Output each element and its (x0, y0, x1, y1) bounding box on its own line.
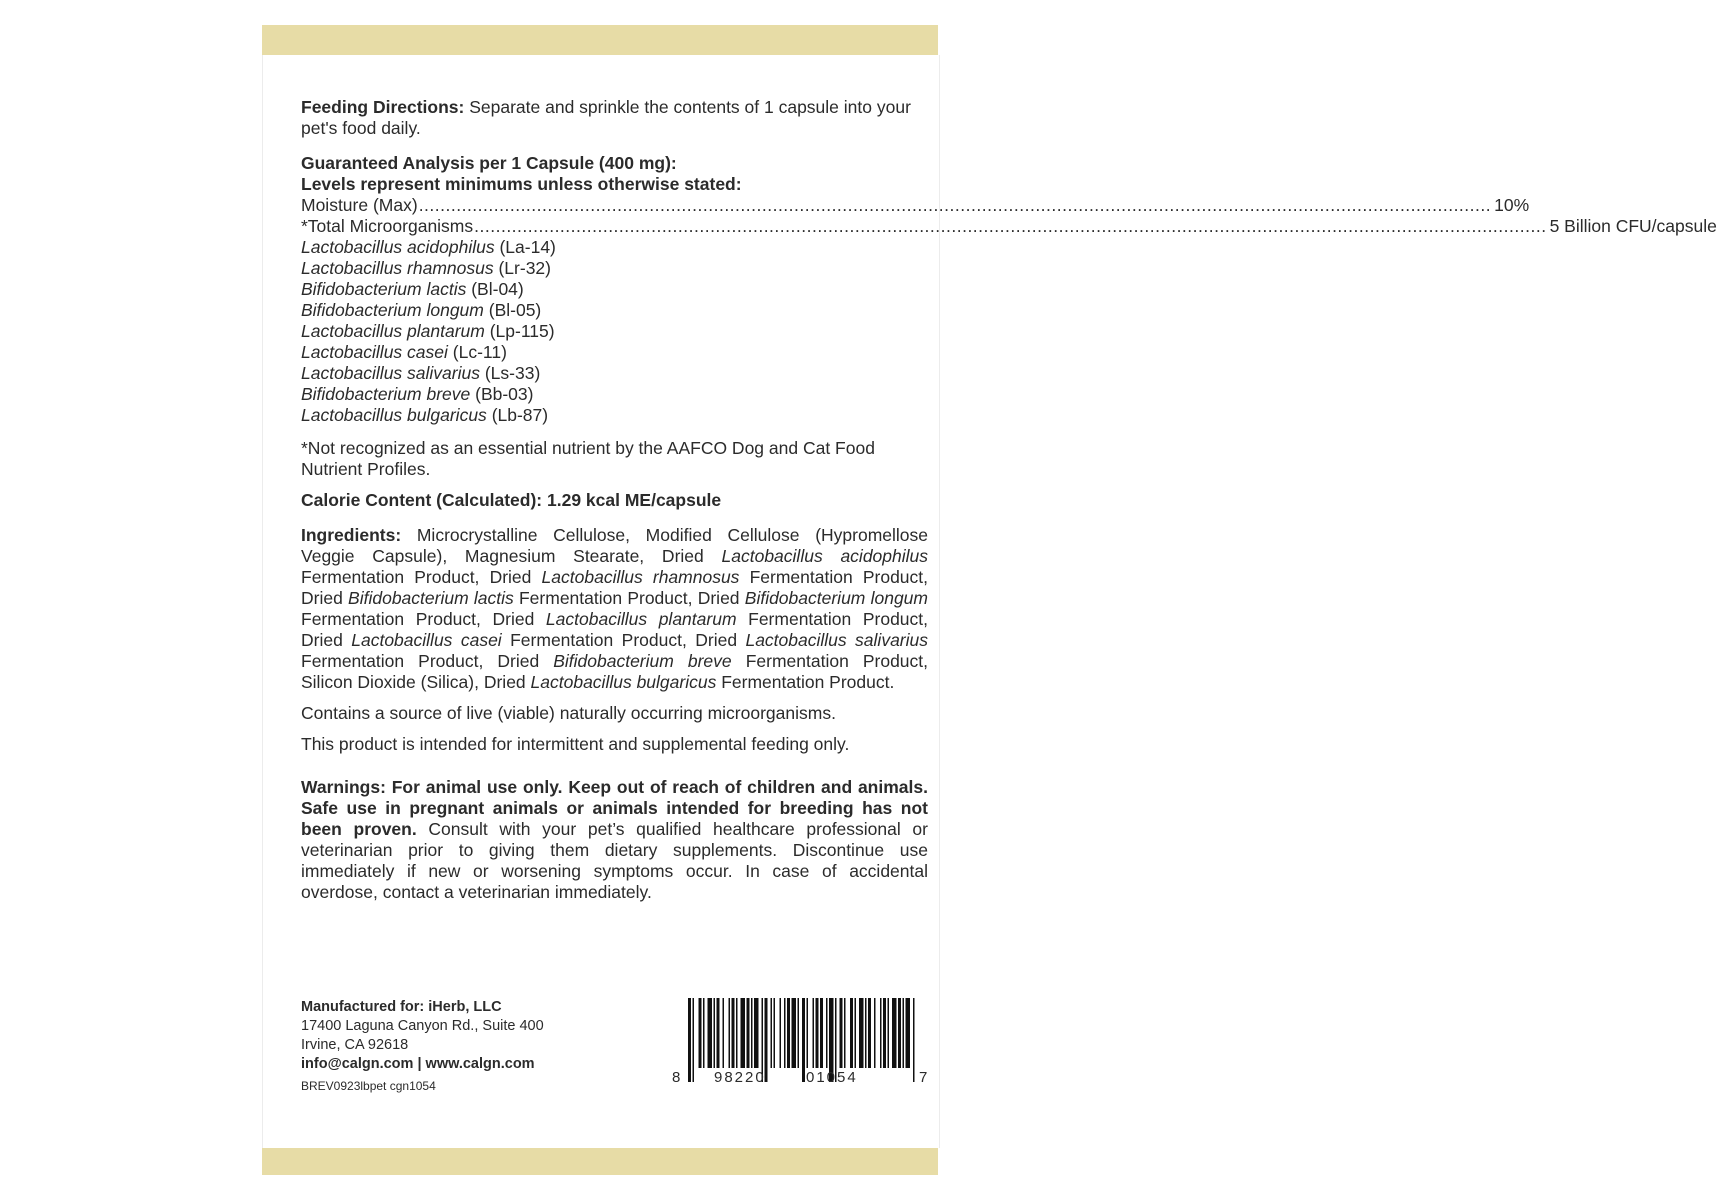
barcode-bar (703, 998, 705, 1068)
analysis-heading: Guaranteed Analysis per 1 Capsule (400 mg): (301, 153, 677, 173)
manufacturer-contact: info@calgn.com | www.calgn.com (301, 1056, 535, 1072)
barcode-bar (732, 998, 735, 1068)
barcode-bar (802, 998, 805, 1082)
strain-name: Lactobacillus acidophilus (301, 237, 495, 257)
barcode-bar (883, 998, 886, 1068)
analysis-row (301, 216, 1717, 237)
upc-barcode (672, 998, 930, 1092)
barcode-group-right: 01054 (806, 1069, 858, 1086)
barcode-bar (717, 998, 720, 1068)
supplemental-feeding-note: This product is intended for intermittent and supplemental feeding only. (301, 734, 850, 754)
barcode-bar (723, 998, 725, 1068)
strain-list (301, 237, 928, 426)
barcode-bar (840, 998, 843, 1068)
analysis-row-value: 10% (1494, 195, 1530, 215)
barcode-bar (892, 998, 897, 1068)
barcode-bar (792, 998, 797, 1068)
analysis-row-label: *Total Microorganisms (301, 216, 474, 236)
strain-name: Lactobacillus salivarius (301, 363, 480, 383)
barcode-bar (736, 998, 738, 1068)
barcode-bar (741, 998, 746, 1068)
barcode-bar (859, 998, 864, 1068)
strain-name: Bifidobacterium breve (301, 384, 471, 404)
strain-code: (Bb-03) (475, 384, 534, 404)
strain-item (301, 405, 928, 426)
barcode-bar (906, 998, 911, 1068)
barcode-bar (913, 998, 915, 1082)
bottom-color-band (262, 1148, 938, 1175)
barcode-bar (903, 998, 905, 1068)
barcode-bar (787, 998, 790, 1068)
strain-code: (Ls-33) (484, 363, 541, 383)
strain-item (301, 384, 928, 405)
warnings-bold: Warnings: For animal use only. Keep out of reach of children and animals. Safe use in pregnant animals or animals intended for breeding has not been proven. (301, 777, 928, 839)
barcode-bar (708, 998, 713, 1068)
strain-code: (Bl-05) (488, 300, 542, 320)
live-organisms-note: Contains a source of live (viable) naturally occurring microorganisms. (301, 703, 836, 723)
analysis-row-value: 5 Billion CFU/capsule (1549, 216, 1717, 236)
strain-code: (Lb-87) (491, 405, 549, 425)
barcode-bar (688, 998, 691, 1082)
barcode-bars (672, 998, 930, 1092)
barcode-bar (693, 998, 695, 1082)
barcode-bar (751, 998, 753, 1068)
strain-code: (Lp-115) (489, 321, 555, 341)
barcode-digit-last: 7 (919, 1069, 930, 1086)
barcode-bar (784, 998, 786, 1068)
manufacturer-address-1: 17400 Laguna Canyon Rd., Suite 400 (301, 1018, 544, 1034)
warnings (301, 777, 928, 903)
top-color-band (262, 25, 938, 55)
barcode-group-left: 98220 (714, 1069, 766, 1086)
strain-item (301, 321, 928, 342)
barcode-bar (880, 998, 882, 1068)
feeding-heading: Feeding Directions: (301, 97, 465, 117)
barcode-bar (865, 998, 867, 1068)
warnings-text: Consult with your pet’s qualified healthcare professional or veterinarian prior to giving them dietary supplements. Discontinue use immediately if new or worsening symptoms occur. In case of accidental overdose, contact a veterinarian immediately. (301, 819, 928, 902)
analysis-row-label: Moisture (Max) (301, 195, 418, 215)
strain-item (301, 279, 928, 300)
manufacturer-address-2: Irvine, CA 92618 (301, 1037, 409, 1053)
barcode-bar (747, 998, 750, 1068)
barcode-bar (754, 998, 759, 1068)
barcode-bar (888, 998, 890, 1068)
strain-code: (La-14) (499, 237, 556, 257)
barcode-bar (807, 998, 809, 1068)
manufacturer-label: Manufactured for: iHerb, LLC (301, 999, 502, 1015)
strain-name: Bifidobacterium longum (301, 300, 484, 320)
strain-item (301, 237, 928, 258)
strain-name: Lactobacillus plantarum (301, 321, 485, 341)
dot-leader: ........................................................................................................................................................................................................ (418, 195, 1492, 215)
barcode-bar (850, 998, 853, 1068)
strain-name: Lactobacillus casei (301, 342, 448, 362)
ingredients: Ingredients: Microcrystalline Cellulose, Modified Cellulose (Hypromellose Veggie Capsule), Magnesium Stearate, Dried Lactobacillus acidophilus Fermentation Product, Dried Lactobacillus rhamnosus Fermentation Product, Dried Bifidobacterium lactis Fermentation Product, Dried Bifidobacterium longum Fermentation Product, Dried Lactobacillus plantarum Fermentation Product, Dried Lactobacillus casei Fermentation Product, Dried Lactobacillus salivarius Fermentation Product, Dried Bifidobacterium breve Fermentation Product, Silicon Dioxide (Silica), Dried Lactobacillus bulgaricus Fermentation Product. (301, 525, 929, 692)
feeding-directions (301, 97, 928, 139)
strain-name: Bifidobacterium lactis (301, 279, 467, 299)
barcode-bar (729, 998, 731, 1068)
product-codes: BREV0923lbpet cgn1054 (301, 1079, 436, 1093)
dot-leader: ........................................................................................................................................................................................................ (474, 216, 1547, 236)
strain-code: (Bl-04) (471, 279, 524, 299)
barcode-bar (820, 998, 823, 1068)
barcode-bar (771, 998, 773, 1068)
barcode-bar (714, 998, 716, 1068)
strain-code: (Lr-32) (498, 258, 551, 278)
strain-item (301, 258, 928, 279)
barcode-bar (813, 998, 815, 1068)
barcode-bar (774, 998, 776, 1068)
barcode-bar (874, 998, 876, 1068)
feeding-text: Separate and sprinkle the contents of 1 capsule into your pet's food daily. (301, 97, 911, 138)
calorie-content: Calorie Content (Calculated): 1.29 kcal ME/capsule (301, 490, 722, 510)
barcode-bar (780, 998, 782, 1068)
aafco-footnote: *Not recognized as an essential nutrient by the AAFCO Dog and Cat Food Nutrient Profiles. (301, 438, 875, 479)
strain-code: (Lc-11) (452, 342, 507, 362)
analysis-subheading: Levels represent minimums unless otherwise stated: (301, 174, 742, 194)
strain-item (301, 342, 928, 363)
barcode-bar (816, 998, 819, 1068)
strain-item (301, 300, 928, 321)
manufacturer-block (301, 998, 631, 1096)
barcode-digit-first: 8 (672, 1069, 683, 1086)
strain-name: Lactobacillus rhamnosus (301, 258, 494, 278)
analysis-row (301, 195, 1530, 216)
barcode-bar (844, 998, 846, 1068)
barcode-bar (898, 998, 901, 1068)
strain-name: Lactobacillus bulgaricus (301, 405, 487, 425)
label-content (301, 97, 1717, 903)
barcode-bar (868, 998, 871, 1068)
barcode-bar (855, 998, 857, 1068)
barcode-bar (826, 998, 828, 1068)
analysis-rows (301, 195, 1717, 237)
barcode-bar (699, 998, 702, 1068)
barcode-bar (798, 998, 800, 1068)
strain-item (301, 363, 928, 384)
